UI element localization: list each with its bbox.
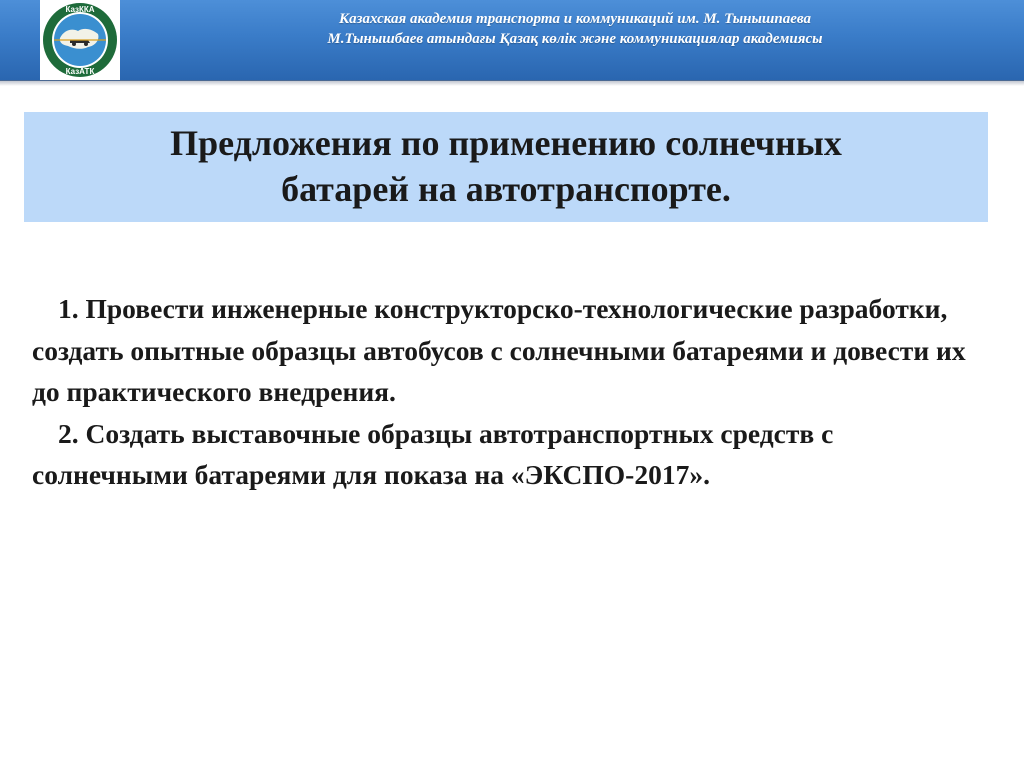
header-band <box>0 0 1024 81</box>
logo-text-bottom: КазАТК <box>65 67 95 76</box>
title-box <box>24 112 988 222</box>
header-academy-name-ru: Казахская академия транспорта и коммуникаций им. М. Тынышпаева <box>338 11 812 27</box>
header-academy-name-kz: М.Тынышбаев атындағы Қазақ көлік және коммуникациялар академиясы <box>327 31 823 47</box>
logo-text-top: КазККА <box>65 5 95 14</box>
header-shadow <box>0 80 1024 86</box>
page-title <box>24 120 988 212</box>
page-title-line-1: Предложения по применению солнечных <box>170 123 842 163</box>
page-title-line-2: батарей на автотранспорте. <box>281 169 731 209</box>
proposal-item-1: 1. Провести инженерные конструкторско-технологические разработки, создать опытные образцы автобусов с солнечными батареями и довести их до практического внедрения. <box>32 293 966 407</box>
academy-emblem-icon <box>40 0 120 80</box>
logo <box>40 0 120 80</box>
proposal-item-2: 2. Создать выставочные образцы автотранспортных средств с солнечными батареями для показа на «ЭКСПО-2017». <box>32 417 834 490</box>
proposals-list <box>32 288 992 496</box>
